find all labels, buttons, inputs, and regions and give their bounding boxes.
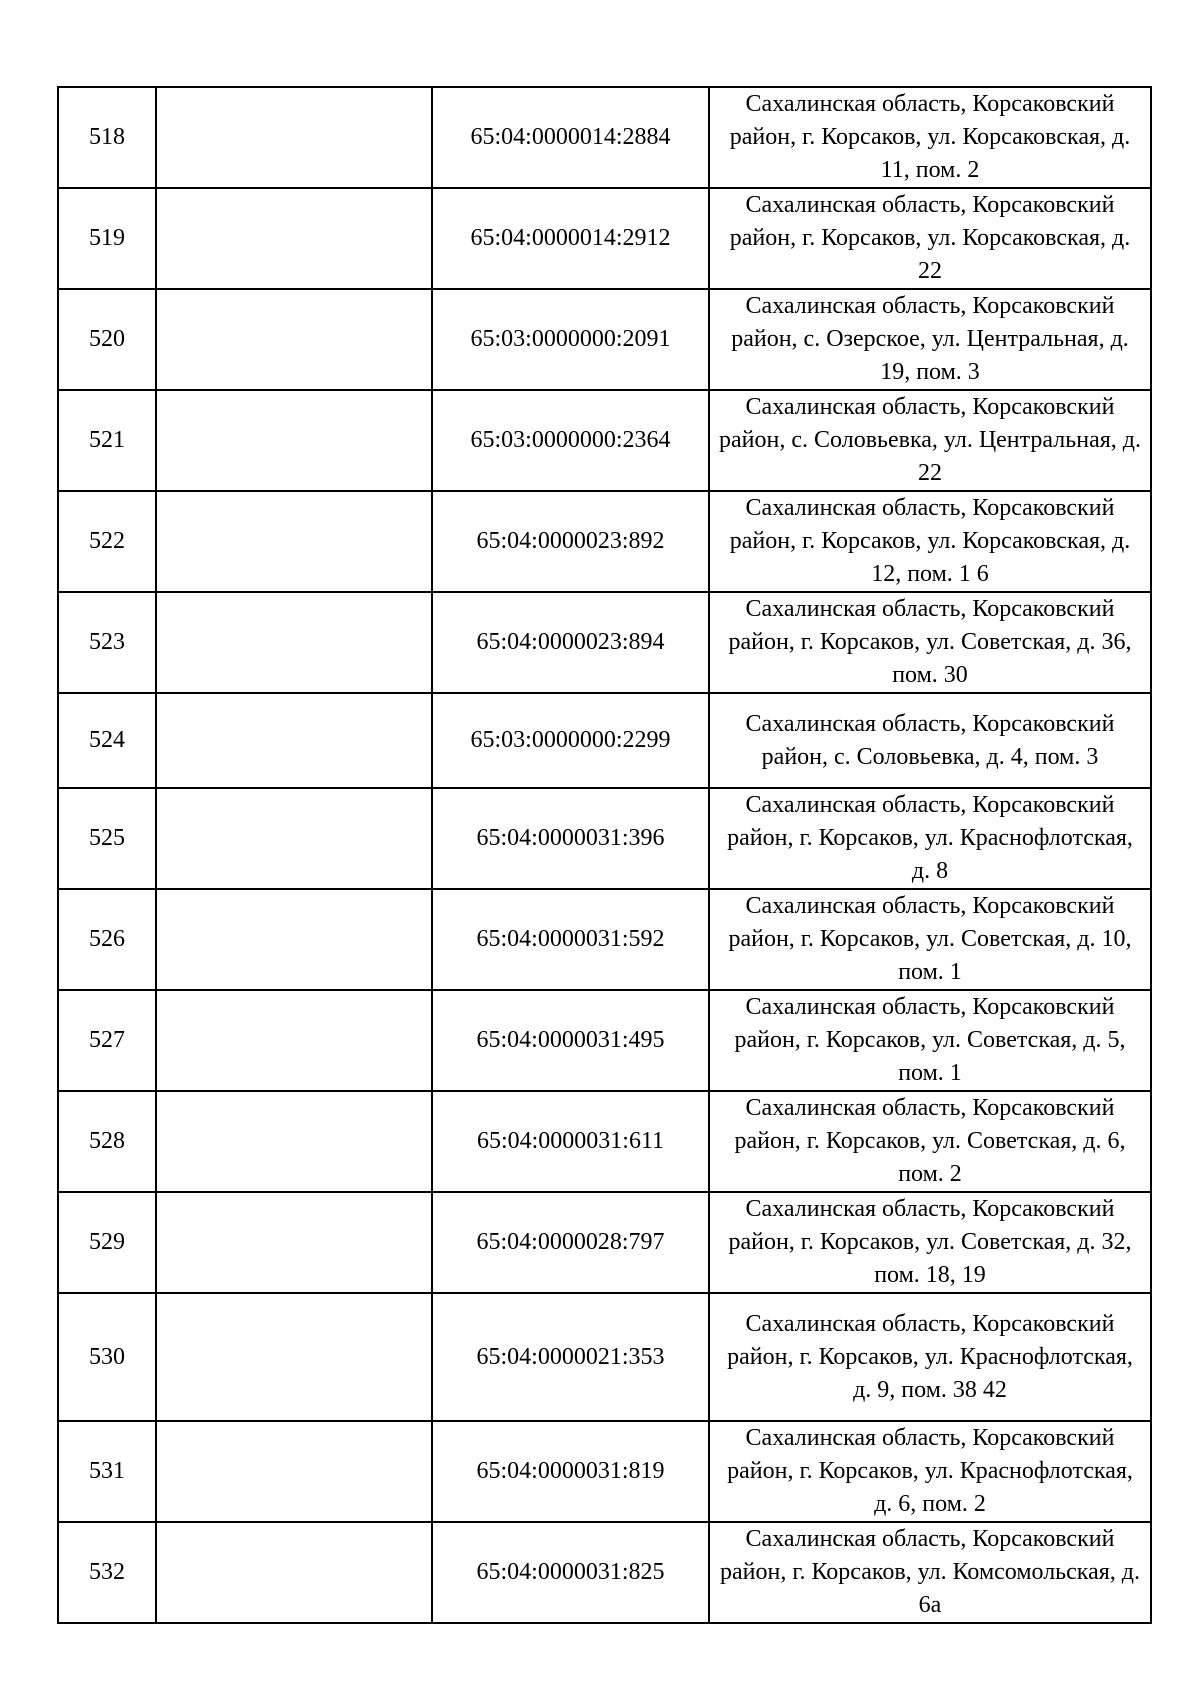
table-row [58, 188, 1151, 289]
row-number: 530 [58, 1293, 156, 1421]
row-number: 521 [58, 390, 156, 491]
object-address: Сахалинская область, Корсаковский район, с. Озерское, ул. Центральная, д. 19, пом. 3 [709, 289, 1151, 390]
row-number: 520 [58, 289, 156, 390]
object-address: Сахалинская область, Корсаковский район, г. Корсаков, ул. Советская, д. 10, пом. 1 [709, 889, 1151, 990]
cadastral-number: 65:04:0000014:2912 [432, 188, 709, 289]
object-address: Сахалинская область, Корсаковский район, г. Корсаков, ул. Корсаковская, д. 11, пом. 2 [709, 87, 1151, 188]
object-address: Сахалинская область, Корсаковский район, г. Корсаков, ул. Корсаковская, д. 22 [709, 188, 1151, 289]
cadastral-number: 65:04:0000031:825 [432, 1522, 709, 1623]
table-row [58, 693, 1151, 788]
object-name [156, 1522, 432, 1623]
cadastral-number: 65:04:0000031:396 [432, 788, 709, 889]
object-address: Сахалинская область, Корсаковский район, г. Корсаков, ул. Корсаковская, д. 12, пом. 1 6 [709, 491, 1151, 592]
row-number: 527 [58, 990, 156, 1091]
cadastral-number: 65:04:0000031:592 [432, 889, 709, 990]
row-number: 528 [58, 1091, 156, 1192]
cadastral-number: 65:03:0000000:2299 [432, 693, 709, 788]
object-name [156, 592, 432, 693]
row-number: 524 [58, 693, 156, 788]
object-name [156, 1421, 432, 1522]
table-row [58, 390, 1151, 491]
object-name [156, 289, 432, 390]
object-address: Сахалинская область, Корсаковский район, г. Корсаков, ул. Краснофлотская, д. 8 [709, 788, 1151, 889]
object-name [156, 693, 432, 788]
table-row [58, 788, 1151, 889]
object-address: Сахалинская область, Корсаковский район, г. Корсаков, ул. Краснофлотская, д. 9, пом. 38 42 [709, 1293, 1151, 1421]
cadastral-number: 65:03:0000000:2091 [432, 289, 709, 390]
table-row [58, 990, 1151, 1091]
object-address: Сахалинская область, Корсаковский район, с. Соловьевка, д. 4, пом. 3 [709, 693, 1151, 788]
cadastral-number: 65:04:0000028:797 [432, 1192, 709, 1293]
object-name [156, 788, 432, 889]
table-row [58, 1421, 1151, 1522]
cadastral-number: 65:04:0000021:353 [432, 1293, 709, 1421]
row-number: 522 [58, 491, 156, 592]
cadastral-number: 65:04:0000014:2884 [432, 87, 709, 188]
table-row [58, 289, 1151, 390]
row-number: 518 [58, 87, 156, 188]
cadastral-number: 65:04:0000023:894 [432, 592, 709, 693]
object-name [156, 188, 432, 289]
object-address: Сахалинская область, Корсаковский район, г. Корсаков, ул. Советская, д. 6, пом. 2 [709, 1091, 1151, 1192]
table-row [58, 87, 1151, 188]
row-number: 532 [58, 1522, 156, 1623]
table-row [58, 1522, 1151, 1623]
object-address: Сахалинская область, Корсаковский район, г. Корсаков, ул. Краснофлотская, д. 6, пом. 2 [709, 1421, 1151, 1522]
object-address: Сахалинская область, Корсаковский район, г. Корсаков, ул. Советская, д. 36, пом. 30 [709, 592, 1151, 693]
row-number: 531 [58, 1421, 156, 1522]
row-number: 529 [58, 1192, 156, 1293]
object-name [156, 889, 432, 990]
cadastral-number: 65:03:0000000:2364 [432, 390, 709, 491]
object-name [156, 390, 432, 491]
object-address: Сахалинская область, Корсаковский район, г. Корсаков, ул. Комсомольская, д. 6а [709, 1522, 1151, 1623]
object-name [156, 1293, 432, 1421]
cadastral-number: 65:04:0000031:495 [432, 990, 709, 1091]
registry-table-body [58, 87, 1151, 1623]
cadastral-number: 65:04:0000031:819 [432, 1421, 709, 1522]
table-row [58, 491, 1151, 592]
object-name [156, 87, 432, 188]
object-address: Сахалинская область, Корсаковский район, г. Корсаков, ул. Советская, д. 5, пом. 1 [709, 990, 1151, 1091]
object-address: Сахалинская область, Корсаковский район, с. Соловьевка, ул. Центральная, д. 22 [709, 390, 1151, 491]
object-name [156, 491, 432, 592]
object-name [156, 1091, 432, 1192]
cadastral-number: 65:04:0000023:892 [432, 491, 709, 592]
table-row [58, 1293, 1151, 1421]
table-row [58, 1192, 1151, 1293]
object-name [156, 990, 432, 1091]
table-row [58, 592, 1151, 693]
property-registry-table [57, 86, 1152, 1624]
cadastral-number: 65:04:0000031:611 [432, 1091, 709, 1192]
row-number: 519 [58, 188, 156, 289]
row-number: 523 [58, 592, 156, 693]
table-row [58, 889, 1151, 990]
row-number: 525 [58, 788, 156, 889]
table-row [58, 1091, 1151, 1192]
object-address: Сахалинская область, Корсаковский район, г. Корсаков, ул. Советская, д. 32, пом. 18, 19 [709, 1192, 1151, 1293]
object-name [156, 1192, 432, 1293]
row-number: 526 [58, 889, 156, 990]
